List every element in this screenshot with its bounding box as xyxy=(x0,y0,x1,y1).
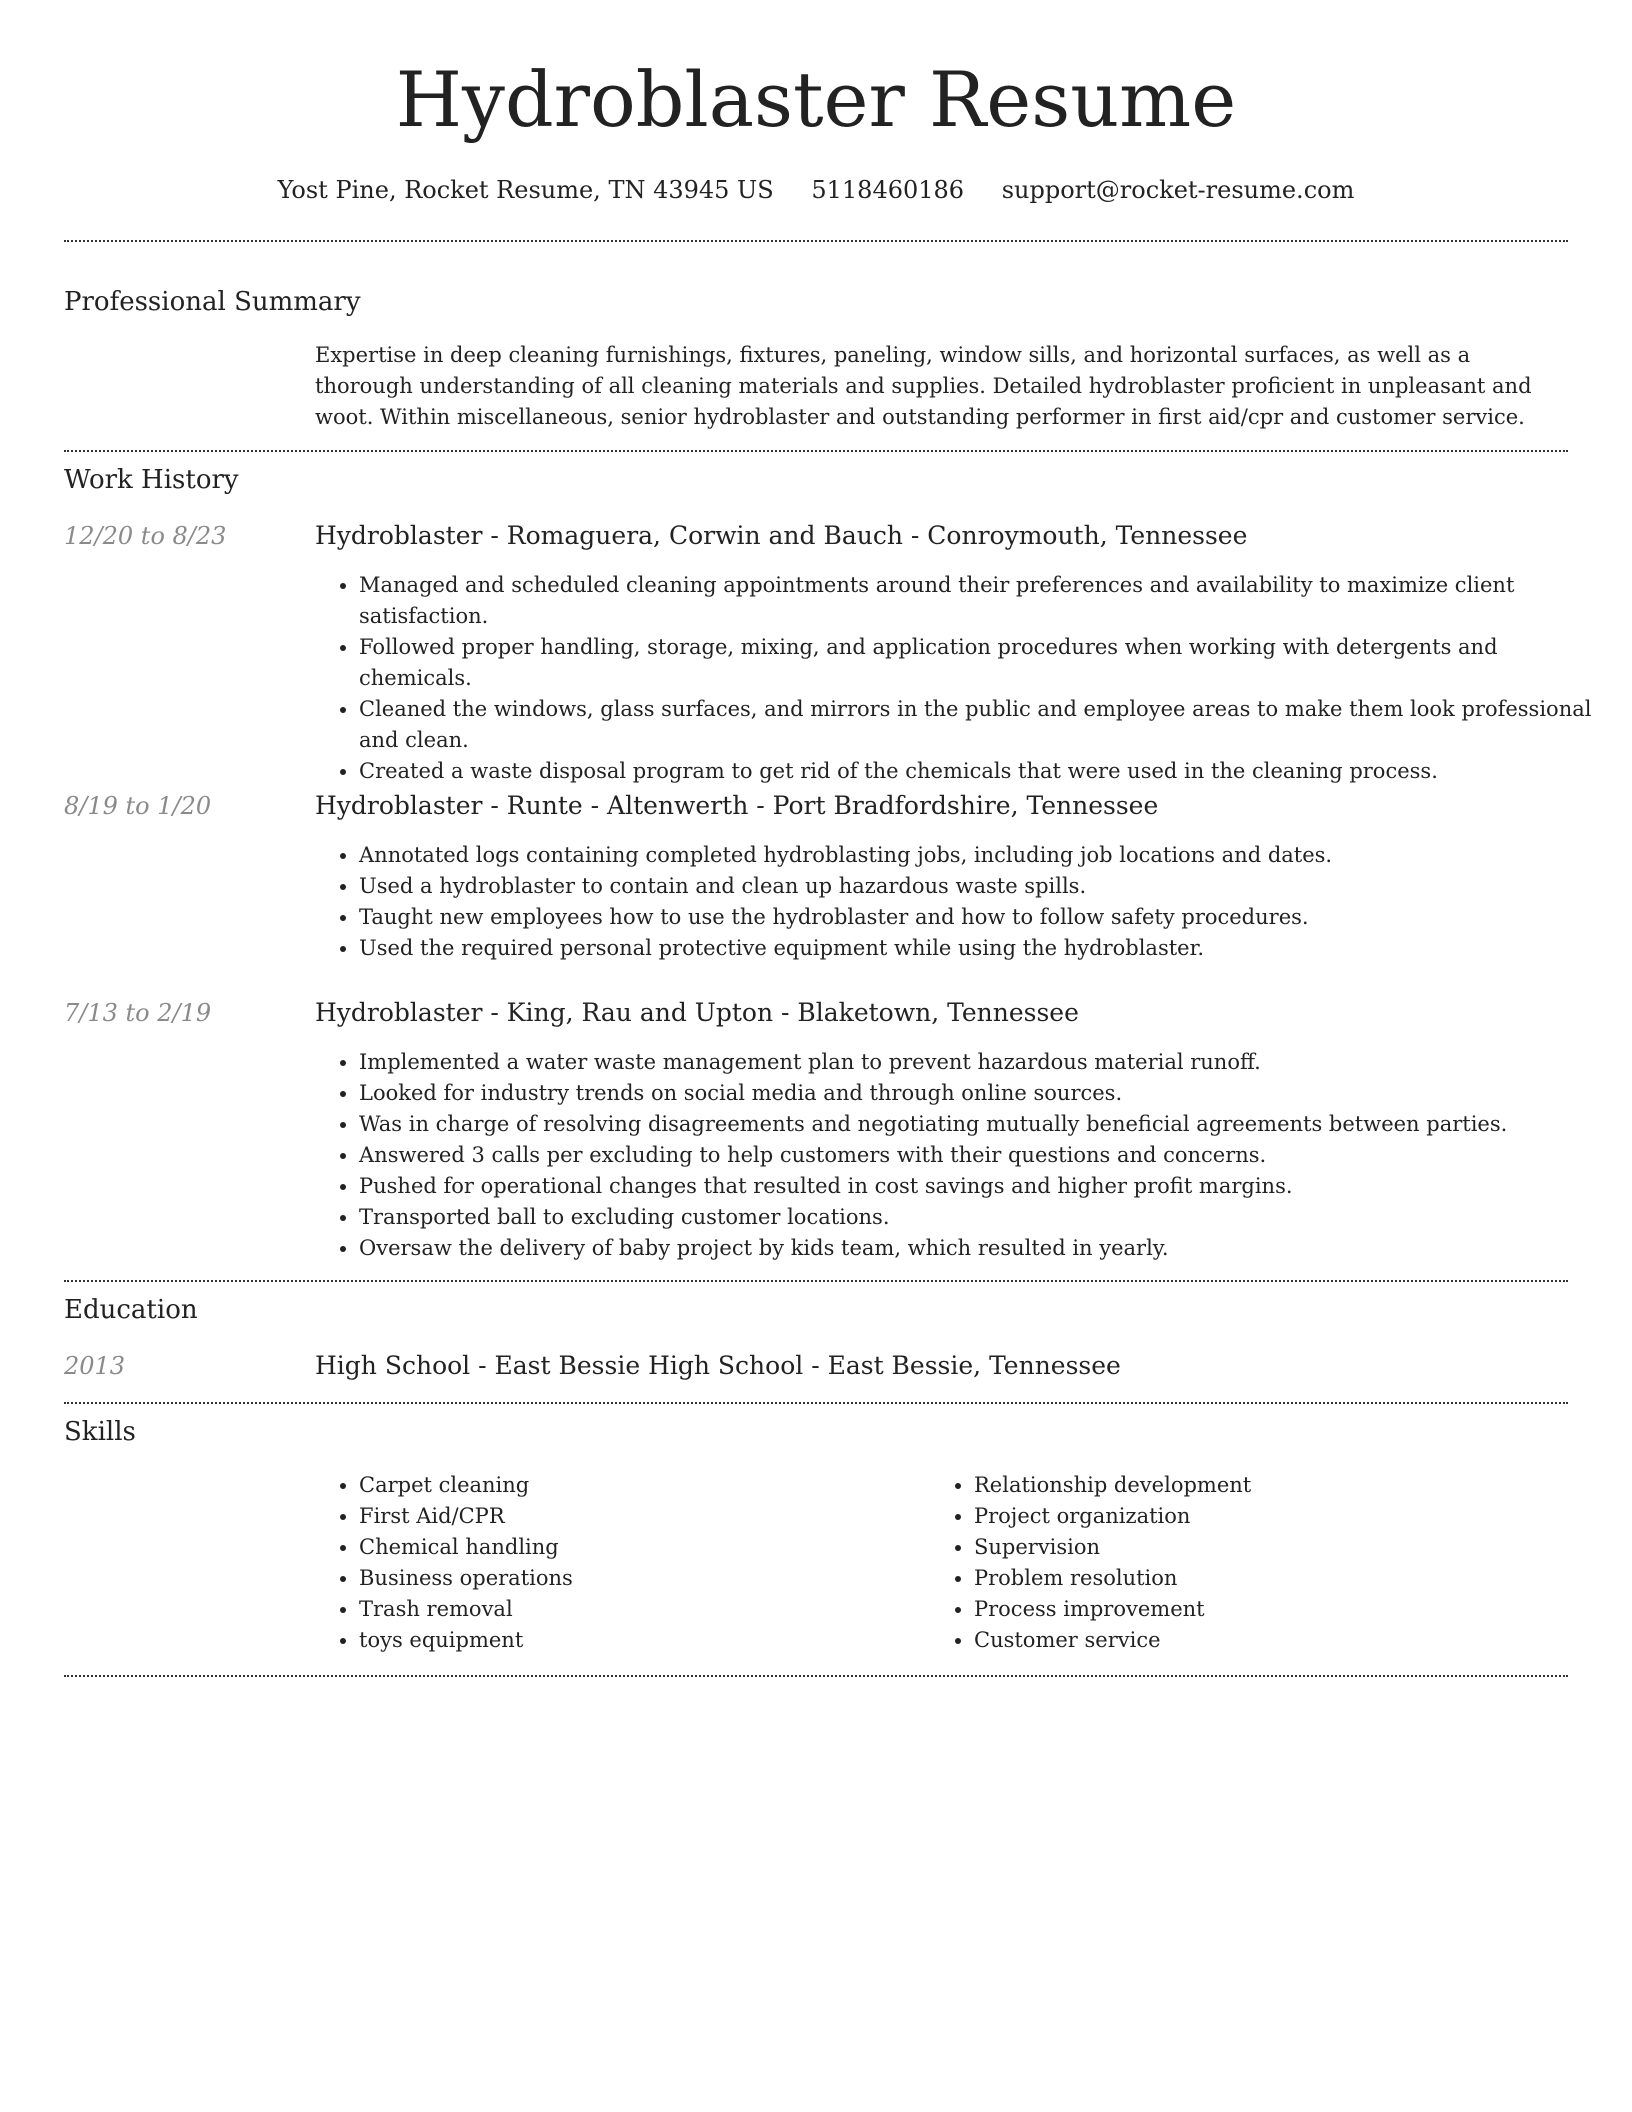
job-heading xyxy=(315,788,1158,824)
contact-phone: 5118460186 xyxy=(811,176,965,204)
list-item: • Created a waste disposal program to get rid of the chemicals that were used in the cleaning process. xyxy=(359,756,1614,787)
contact-email: support@rocket-resume.com xyxy=(1001,176,1355,204)
list-item: • Oversaw the delivery of baby project by kids team, which resulted in yearly. xyxy=(359,1233,1614,1264)
list-item: • First Aid/CPR xyxy=(359,1501,919,1532)
list-item: • Implemented a water waste management plan to prevent hazardous material runoff. xyxy=(359,1047,1614,1078)
list-item: • Transported ball to excluding customer locations. xyxy=(359,1202,1614,1233)
list-item: • Business operations xyxy=(359,1563,919,1594)
job-bullets xyxy=(315,570,1614,787)
contact-line xyxy=(0,170,1632,210)
list-item: • Taught new employees how to use the hydroblaster and how to follow safety procedures. xyxy=(359,902,1614,933)
list-item: • Used the required personal protective equipment while using the hydroblaster. xyxy=(359,933,1614,964)
job-dates: 8/19 to 1/20 xyxy=(64,792,212,820)
list-item: • Pushed for operational changes that resulted in cost savings and higher profit margins. xyxy=(359,1171,1614,1202)
job-heading xyxy=(315,995,1079,1031)
job-details: - Romaguera, Corwin and Bauch - Conroymouth, Tennessee xyxy=(482,521,1248,550)
skills-heading: Skills xyxy=(64,1417,136,1447)
list-item: • Project organization xyxy=(974,1501,1534,1532)
list-item: • Chemical handling xyxy=(359,1532,919,1563)
job-heading xyxy=(315,518,1247,554)
resume-title: Hydroblaster Resume xyxy=(395,55,1237,144)
divider xyxy=(64,240,1568,242)
list-item: • Process improvement xyxy=(974,1594,1534,1625)
job-details: - King, Rau and Upton - Blaketown, Tennessee xyxy=(482,998,1079,1027)
list-item: • Managed and scheduled cleaning appointments around their preferences and availability to maximize client satisfaction. xyxy=(359,570,1614,632)
list-item: • Carpet cleaning xyxy=(359,1470,919,1501)
education-heading: Education xyxy=(64,1295,198,1325)
job-title: Hydroblaster xyxy=(315,791,483,820)
list-item: • Used a hydroblaster to contain and clean up hazardous waste spills. xyxy=(359,871,1614,902)
list-item: • Trash removal xyxy=(359,1594,919,1625)
job-bullets xyxy=(315,1047,1614,1264)
list-item: • Annotated logs containing completed hydroblasting jobs, including job locations and dates. xyxy=(359,840,1614,871)
divider xyxy=(64,1675,1568,1677)
summary-text: Expertise in deep cleaning furnishings, fixtures, paneling, window sills, and horizontal surfaces, as well as a thorough understanding of all cleaning materials and supplies. Detailed hydroblaster proficient in unpleasant and woot. Within miscellaneous, senior hydroblaster and outstanding performer in first aid/cpr and customer service. xyxy=(315,343,1532,429)
divider xyxy=(64,1402,1568,1404)
skills-list-left xyxy=(315,1470,919,1656)
education-entry xyxy=(315,1348,1121,1384)
list-item: • Cleaned the windows, glass surfaces, and mirrors in the public and employee areas to make them look professional and clean. xyxy=(359,694,1614,756)
summary-heading: Professional Summary xyxy=(64,287,361,317)
education-details: - East Bessie High School - East Bessie, Tennessee xyxy=(470,1351,1121,1380)
contact-address: Yost Pine, Rocket Resume, TN 43945 US xyxy=(277,176,774,204)
list-item: • Customer service xyxy=(974,1625,1534,1656)
list-item: • Relationship development xyxy=(974,1470,1534,1501)
divider xyxy=(64,450,1568,452)
job-details: - Runte - Altenwerth - Port Bradfordshire, Tennessee xyxy=(482,791,1159,820)
education-degree: High School xyxy=(315,1351,471,1380)
list-item: • Looked for industry trends on social media and through online sources. xyxy=(359,1078,1614,1109)
list-item: • Problem resolution xyxy=(974,1563,1534,1594)
education-year: 2013 xyxy=(64,1352,126,1380)
job-dates: 7/13 to 2/19 xyxy=(64,999,212,1027)
list-item: • Was in charge of resolving disagreements and negotiating mutually beneficial agreements between parties. xyxy=(359,1109,1614,1140)
list-item: • Supervision xyxy=(974,1532,1534,1563)
job-bullets xyxy=(315,840,1614,964)
job-title: Hydroblaster xyxy=(315,998,483,1027)
job-dates: 12/20 to 8/23 xyxy=(64,522,227,550)
list-item: • Answered 3 calls per excluding to help customers with their questions and concerns. xyxy=(359,1140,1614,1171)
list-item: • Followed proper handling, storage, mixing, and application procedures when working with detergents and chemicals. xyxy=(359,632,1614,694)
skills-list-right xyxy=(930,1470,1534,1656)
divider xyxy=(64,1280,1568,1282)
work-history-heading: Work History xyxy=(64,465,239,495)
job-title: Hydroblaster xyxy=(315,521,483,550)
list-item: • toys equipment xyxy=(359,1625,919,1656)
